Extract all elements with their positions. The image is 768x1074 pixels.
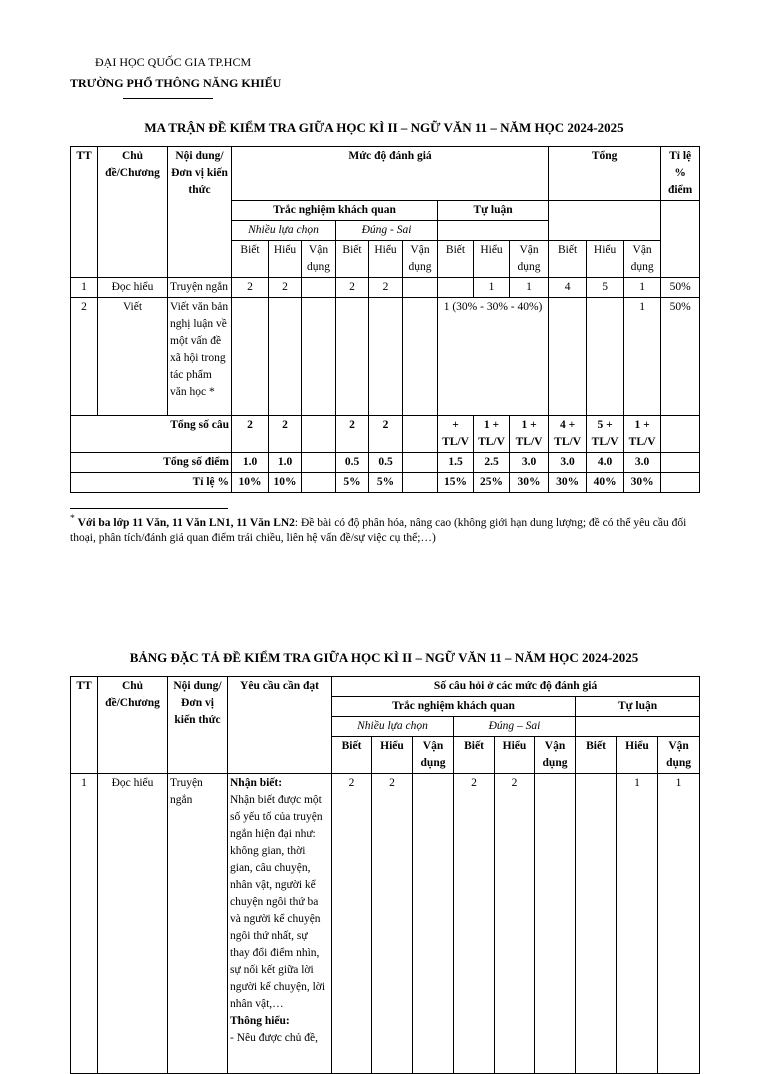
table-cell: 3.0 (549, 453, 587, 473)
cell-noidung: Truyện ngắn (168, 278, 232, 298)
table-cell: 2 (336, 416, 369, 453)
table-cell (576, 774, 617, 1074)
header-divider (123, 98, 213, 99)
table-row (71, 473, 700, 493)
th-nhieulua: Nhiều lựa chọn (332, 717, 454, 737)
th-lv: Vận dụng (403, 241, 438, 278)
table-cell: 2 (232, 416, 269, 453)
row-label: Tổng số câu (71, 416, 232, 453)
th-lv: Vận dụng (658, 737, 700, 774)
table-row (71, 416, 700, 453)
th-lv: Biết (454, 737, 495, 774)
row-label: Tỉ lệ % (71, 473, 232, 493)
table-cell (413, 774, 454, 1074)
th-socau: Số câu hỏi ở các mức độ đánh giá (332, 677, 700, 697)
table-cell: 3.0 (510, 453, 549, 473)
th-lv: Hiểu (495, 737, 535, 774)
table-cell: 40% (587, 473, 624, 493)
table-cell: + TL/V (438, 416, 474, 453)
table-cell: 2 (332, 774, 372, 1074)
th-lv: Vận dụng (624, 241, 661, 278)
table-cell (403, 278, 438, 298)
th-lv: Vận dụng (535, 737, 576, 774)
table-cell (302, 416, 336, 453)
th-lv: Hiểu (269, 241, 302, 278)
th-lv: Biết (336, 241, 369, 278)
table-cell: 0.5 (369, 453, 403, 473)
cell-tt: 1 (71, 278, 98, 298)
cell-tt: 1 (71, 774, 98, 1074)
th-tuluan: Tự luận (576, 697, 700, 717)
table-cell: 5% (369, 473, 403, 493)
table-cell: 2 (369, 416, 403, 453)
table-cell: 1 + TL/V (510, 416, 549, 453)
th-lv: Biết (438, 241, 474, 278)
footnote-text: : Đề bài có độ phân hóa, nâng cao (không giới hạn dung lượng; đề có thể yêu cầu đối thoại, phân tích/đánh giá quan điểm trái chiều, liên hệ vấn đề/sự việc cụ thể;…) (70, 516, 687, 544)
table-cell: 30% (624, 473, 661, 493)
table-cell: 5 + TL/V (587, 416, 624, 453)
th-lv: Hiểu (587, 241, 624, 278)
th-noidung: Nội dung/Đơn vị kiến thức (168, 677, 228, 774)
table-row (71, 298, 700, 416)
table-cell (661, 453, 700, 473)
th-yeucau: Yêu cầu cần đạt (228, 677, 332, 774)
table-cell: 2 (372, 774, 413, 1074)
cell-yeucau (228, 774, 332, 1074)
th-lv: Hiểu (617, 737, 658, 774)
table-cell: 1 (658, 774, 700, 1074)
cell-noidung: Viết văn bản nghị luận về một vấn đề xã hội trong tác phẩm văn học * (168, 298, 232, 416)
th-lv: Vận dụng (302, 241, 336, 278)
table-cell: 1 (624, 278, 661, 298)
table-cell: 2 (269, 278, 302, 298)
th-dungsai: Đúng – Sai (454, 717, 576, 737)
table-cell: 2 (269, 416, 302, 453)
table-cell: 2 (232, 278, 269, 298)
cell-chude: Đọc hiểu (98, 774, 168, 1074)
table-cell: 10% (269, 473, 302, 493)
table-cell: 4.0 (587, 453, 624, 473)
th-tt: TT (71, 147, 98, 278)
th-tnkq: Trắc nghiệm khách quan (232, 201, 438, 221)
table-cell (661, 416, 700, 453)
th-lv: Biết (332, 737, 372, 774)
table-cell: 1.0 (232, 453, 269, 473)
cell-noidung: Truyện ngắn (168, 774, 228, 1074)
table-cell: 50% (661, 298, 700, 416)
th-lv: Biết (576, 737, 617, 774)
table-cell: 4 (549, 278, 587, 298)
table-row (71, 278, 700, 298)
th-lv: Hiểu (372, 737, 413, 774)
table-cell: 50% (661, 278, 700, 298)
table-cell (438, 278, 474, 298)
table-cell: 4 + TL/V (549, 416, 587, 453)
table-cell: 30% (549, 473, 587, 493)
table-cell: 2 (336, 278, 369, 298)
th-chude: Chủ đề/Chương (98, 147, 168, 278)
th-lv: Hiểu (474, 241, 510, 278)
table-cell (661, 473, 700, 493)
table-cell: 1.0 (269, 453, 302, 473)
school-name: TRƯỜNG PHỔ THÔNG NĂNG KHIẾU (70, 76, 282, 90)
th-tuluan: Tự luận (438, 201, 549, 221)
table-cell: 10% (232, 473, 269, 493)
table-cell: 5 (587, 278, 624, 298)
cell-tuluan-merged: 1 (30% - 30% - 40%) (438, 298, 549, 416)
thonghieu-label: Thông hiểu: (230, 1015, 290, 1027)
table-cell: 15% (438, 473, 474, 493)
table-cell (535, 774, 576, 1074)
nhanbiet-text: Nhận biết được một số yếu tố của truyện ngắn hiện đại như: không gian, thời gian, câu chuyện, nhân vật, người kể chuyện ngôi thứ ba và người kể chuyện ngôi thứ nhất, sự thay đổi điểm nhìn, sự nối kết giữa lời người kể chuyện, lời nhân vật,… (230, 794, 326, 1010)
table-cell (302, 453, 336, 473)
table-cell: 3.0 (624, 453, 661, 473)
table-cell (403, 416, 438, 453)
cell-tt: 2 (71, 298, 98, 416)
thonghieu-text: - Nêu được chủ đề, (230, 1032, 318, 1044)
table-cell: 1 (624, 298, 661, 416)
th-tile: Tỉ lệ % điểm (661, 147, 700, 201)
th-lv: Vận dụng (413, 737, 454, 774)
th-lv: Biết (549, 241, 587, 278)
table-row (71, 774, 700, 1074)
table-cell: 1.5 (438, 453, 474, 473)
table-cell: 2 (495, 774, 535, 1074)
table-cell: 1 + TL/V (474, 416, 510, 453)
spec-table (70, 676, 700, 1074)
table-cell: 1 (510, 278, 549, 298)
table-cell: 25% (474, 473, 510, 493)
table-cell: 5% (336, 473, 369, 493)
matrix-title: MA TRẬN ĐỀ KIỂM TRA GIỮA HỌC KÌ II – NGỮ VĂN 11 – NĂM HỌC 2024-2025 (144, 120, 624, 135)
spec-title: BẢNG ĐẶC TẢ ĐỀ KIỂM TRA GIỮA HỌC KÌ II – NGỮ VĂN 11 – NĂM HỌC 2024-2025 (129, 650, 639, 665)
footnote-divider (70, 508, 228, 509)
th-mucdo: Mức độ đánh giá (232, 147, 549, 201)
matrix-table (70, 146, 700, 493)
cell-chude: Viết (98, 298, 168, 416)
footnote (70, 511, 700, 546)
table-cell: 1 (474, 278, 510, 298)
table-row (71, 453, 700, 473)
th-tt: TT (71, 677, 98, 774)
footnote-bold: Với ba lớp 11 Văn, 11 Văn LN1, 11 Văn LN2 (77, 516, 295, 529)
table-cell: 1 (617, 774, 658, 1074)
th-lv: Vận dụng (510, 241, 549, 278)
th-nhieulua: Nhiều lựa chọn (232, 221, 336, 241)
th-lv: Biết (232, 241, 269, 278)
cell-chude: Đọc hiểu (98, 278, 168, 298)
table-cell: 2.5 (474, 453, 510, 473)
table-cell: 1 + TL/V (624, 416, 661, 453)
row-label: Tổng số điểm (71, 453, 232, 473)
table-cell: 2 (454, 774, 495, 1074)
th-chude: Chủ đề/Chương (98, 677, 168, 774)
table-cell: 30% (510, 473, 549, 493)
table-cell (403, 453, 438, 473)
th-dungsai: Đúng - Sai (336, 221, 438, 241)
table-cell: 2 (369, 278, 403, 298)
th-noidung: Nội dung/Đơn vị kiến thức (168, 147, 232, 278)
footnote-mark: * (70, 513, 75, 524)
table-cell (403, 473, 438, 493)
table-cell (302, 473, 336, 493)
university-name: ĐẠI HỌC QUỐC GIA TP.HCM (95, 55, 252, 69)
table-cell: 0.5 (336, 453, 369, 473)
nhanbiet-label: Nhận biết: (230, 777, 283, 789)
th-tong: Tổng (549, 147, 661, 201)
th-tnkq: Trắc nghiệm khách quan (332, 697, 576, 717)
table-cell (302, 278, 336, 298)
th-lv: Hiểu (369, 241, 403, 278)
